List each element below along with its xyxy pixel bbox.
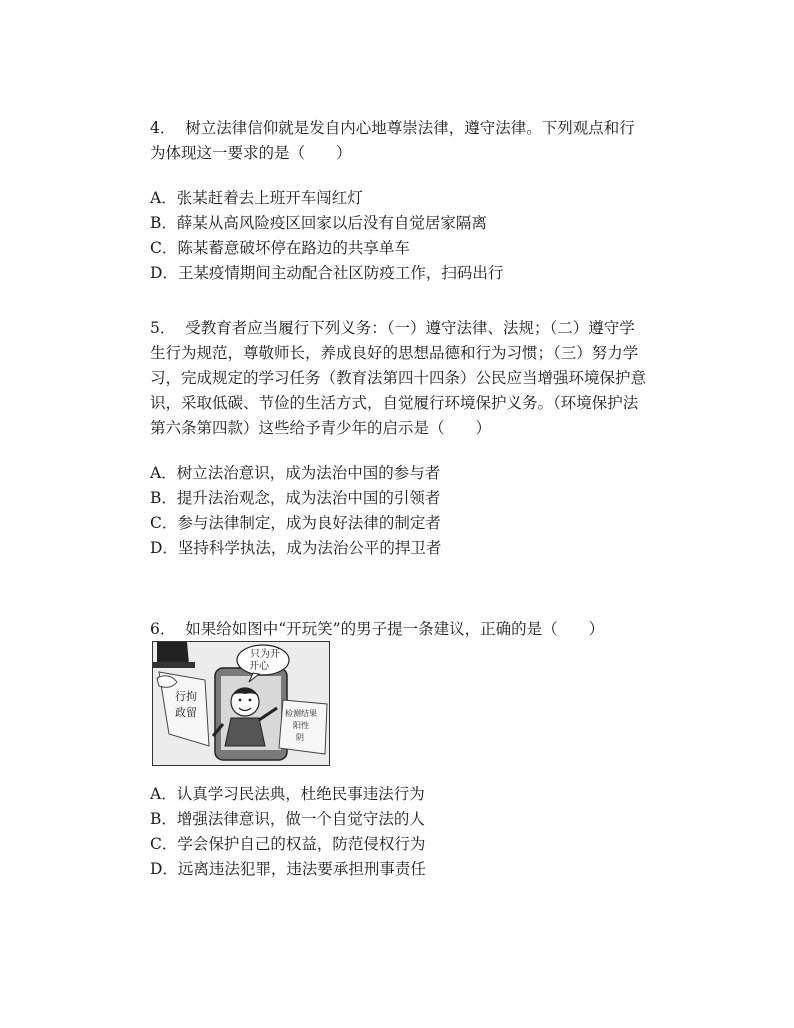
option-b[interactable]: B．增强法律意识，做一个自觉守法的人 — [150, 810, 425, 828]
option-a[interactable]: A．树立法治意识，成为法治中国的参与者 — [150, 464, 441, 482]
question-4 — [150, 116, 650, 286]
paper-right-line3: 阴 — [296, 733, 304, 742]
question-stem — [150, 316, 650, 441]
question-text: 如果给如图中“开玩笑”的男子提一条建议，正确的是（ ） — [185, 620, 605, 638]
question-5 — [150, 316, 650, 561]
question-stem — [150, 116, 650, 166]
bubble-line1: 只为开 — [250, 649, 280, 660]
option-c[interactable]: C．参与法律制定，成为良好法律的制定者 — [150, 514, 441, 532]
paper-left-line2: 政留 — [175, 706, 197, 719]
question-number: 4． — [150, 119, 176, 137]
option-d[interactable]: D．坚持科学执法，成为法治公平的捍卫者 — [150, 539, 442, 557]
option-c[interactable]: C．学会保护自己的权益，防范侵权行为 — [150, 835, 426, 853]
question-number: 6． — [150, 620, 176, 638]
option-a[interactable]: A．张某赶着去上班开车闯红灯 — [150, 189, 363, 207]
paper-right-line1: 检测结果 — [285, 709, 317, 718]
options-list — [150, 461, 650, 561]
question-text: 树立法律信仰就是发自内心地尊崇法律，遵守法律。下列观点和行为体现这一要求的是（ ） — [150, 119, 635, 162]
question-text: 受教育者应当履行下列义务：（一）遵守法律、法规；（二）遵守学生行为规范，尊敬师长，养成良好的思想品德和行为习惯；（三）努力学习，完成规定的学习任务（教育法第四十四条）公民应当增强环境保护意识，采取低碳、节俭的生活方式，自觉履行环境保护义务。（环境保护法第六条第四款）这些给予青少年的启示是（ ） — [150, 319, 647, 437]
bubble-line2: 开心 — [249, 661, 269, 672]
paper-left-line1: 行拘 — [175, 690, 197, 703]
question-stem — [150, 617, 650, 642]
paper-right-line2: 阳性 — [293, 721, 309, 730]
option-a[interactable]: A．认真学习民法典，杜绝民事违法行为 — [150, 785, 425, 803]
options-list — [150, 782, 650, 882]
option-b[interactable]: B．提升法治观念，成为法治中国的引领者 — [150, 489, 441, 507]
option-d[interactable]: D．远离违法犯罪，违法要承担刑事责任 — [150, 860, 426, 878]
options-list — [150, 186, 650, 286]
cartoon-illustration — [152, 641, 330, 766]
option-c[interactable]: C．陈某蓄意破坏停在路边的共享单车 — [150, 239, 410, 257]
option-d[interactable]: D．王某疫情期间主动配合社区防疫工作，扫码出行 — [150, 264, 504, 282]
option-b[interactable]: B．薛某从高风险疫区回家以后没有自觉居家隔离 — [150, 214, 487, 232]
question-number: 5． — [150, 319, 176, 337]
